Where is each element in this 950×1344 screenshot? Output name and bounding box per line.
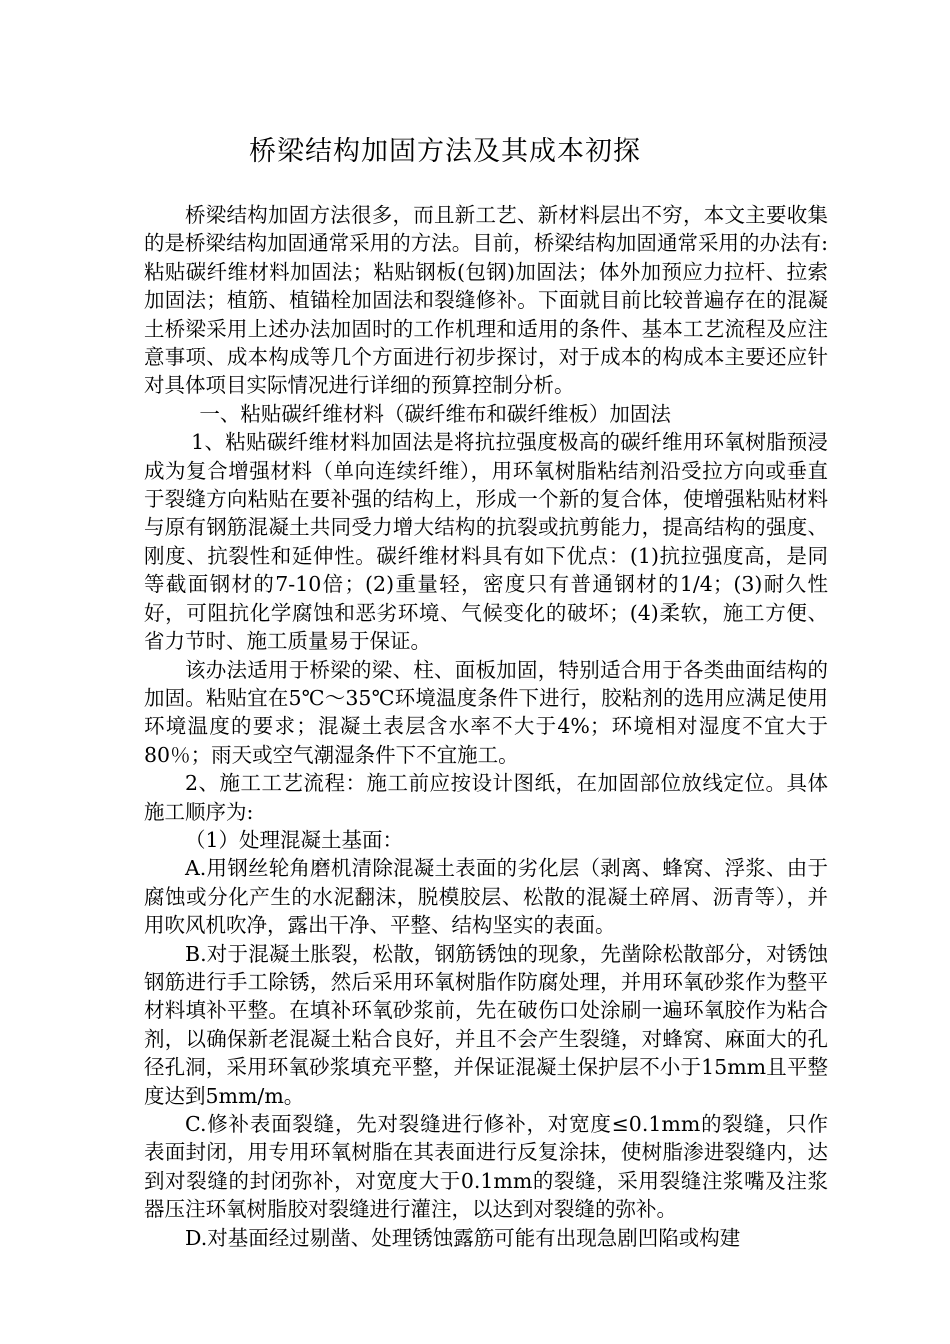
list-item-d: D.对基面经过剔凿、处理锈蚀露筋可能有出现急剧凹陷或构建 [185,1225,741,1250]
list-item-b: B.对于混凝土胀裂，松散，钢筋锈蚀的现象，先凿除松散部分，对锈蚀钢筋进行手工除锈，然后采用环氧树脂作防腐处理，并用环氧砂浆作为整平材料填补平整。在填补环氧砂浆前，先在破伤口处涂刷一遍环氧胶作为粘合剂，以确保新老混凝土粘合良好，并且不会产生裂缝，对蜂窝、麻面大的孔径孔洞，采用环氧砂浆填充平整，并保证混凝土保护层不小于15mm且平整度达到5mm/m。 [144,941,828,1108]
paragraph-applicability: 该办法适用于桥梁的梁、柱、面板加固，特别适合用于各类曲面结构的加固。粘贴宜在5℃～35℃环境温度条件下进行，胶粘剂的选用应满足使用环境温度的要求；混凝土表层含水率不大于4%；环境相对湿度不宜大于80％；雨天或空气潮湿条件下不宜施工。 [144,657,828,767]
paragraph-method-description: 1、粘贴碳纤维材料加固法是将抗拉强度极高的碳纤维用环氧树脂预浸成为复合增强材料（单向连续纤维），用环氧树脂粘结剂沿受拉方向或垂直于裂缝方向粘贴在要补强的结构上，形成一个新的复合体，使增强粘贴材料与原有钢筋混凝土共同受力增大结构的抗裂或抗剪能力，提高结构的强度、刚度、抗裂性和延伸性。碳纤维材料具有如下优点：(1)抗拉强度高，是同等截面钢材的7-10倍；(2)重量轻，密度只有普通钢材的1/4；(3)耐久性好，可阻抗化学腐蚀和恶劣环境、气候变化的破坏；(4)柔软，施工方便、省力节时、施工质量易于保证。 [144,430,828,654]
paragraph-intro: 桥梁结构加固方法很多，而且新工艺、新材料层出不穷，本文主要收集的是桥梁结构加固通常采用的方法。目前，桥梁结构加固通常采用的办法有:粘贴碳纤维材料加固法；粘贴钢板(包钢)加固法；体外加预应力拉杆、拉索加固法；植筋、植锚栓加固法和裂缝修补。下面就目前比较普遍存在的混凝土桥梁采用上述办法加固时的工作机理和适用的条件、基本工艺流程及应注意事项、成本构成等几个方面进行初步探讨，对于成本的构成本主要还应针对具体项目实际情况进行详细的预算控制分析。 [144,203,828,398]
section-heading-1: 一、粘贴碳纤维材料（碳纤维布和碳纤维板）加固法 [199,401,671,426]
paragraph-process: 2、施工工艺流程：施工前应按设计图纸，在加固部位放线定位。具体施工顺序为: [144,771,828,824]
document-body [144,201,828,1252]
document-title: 桥梁结构加固方法及其成本初探 [249,136,641,167]
list-item-a: A.用钢丝轮角磨机清除混凝土表面的劣化层（剥离、蜂窝、浮浆、由于腐蚀或分化产生的水泥翻沫，脱模胶层、松散的混凝土碎屑、沥青等），并用吹风机吹净，露出干净、平整、结构坚实的表面。 [144,856,828,938]
list-item-c: C.修补表面裂缝，先对裂缝进行修补，对宽度≤0.1mm的裂缝，只作表面封闭，用专用环氧树脂在其表面进行反复涂抹，使树脂渗进裂缝内，达到对裂缝的封闭弥补，对宽度大于0.1mm的裂缝，采用裂缝注浆嘴及注浆器压注环氧树脂胶对裂缝进行灌注，以达到对裂缝的弥补。 [144,1112,828,1222]
subheading-surface-treatment: （1）处理混凝土基面： [185,827,404,852]
